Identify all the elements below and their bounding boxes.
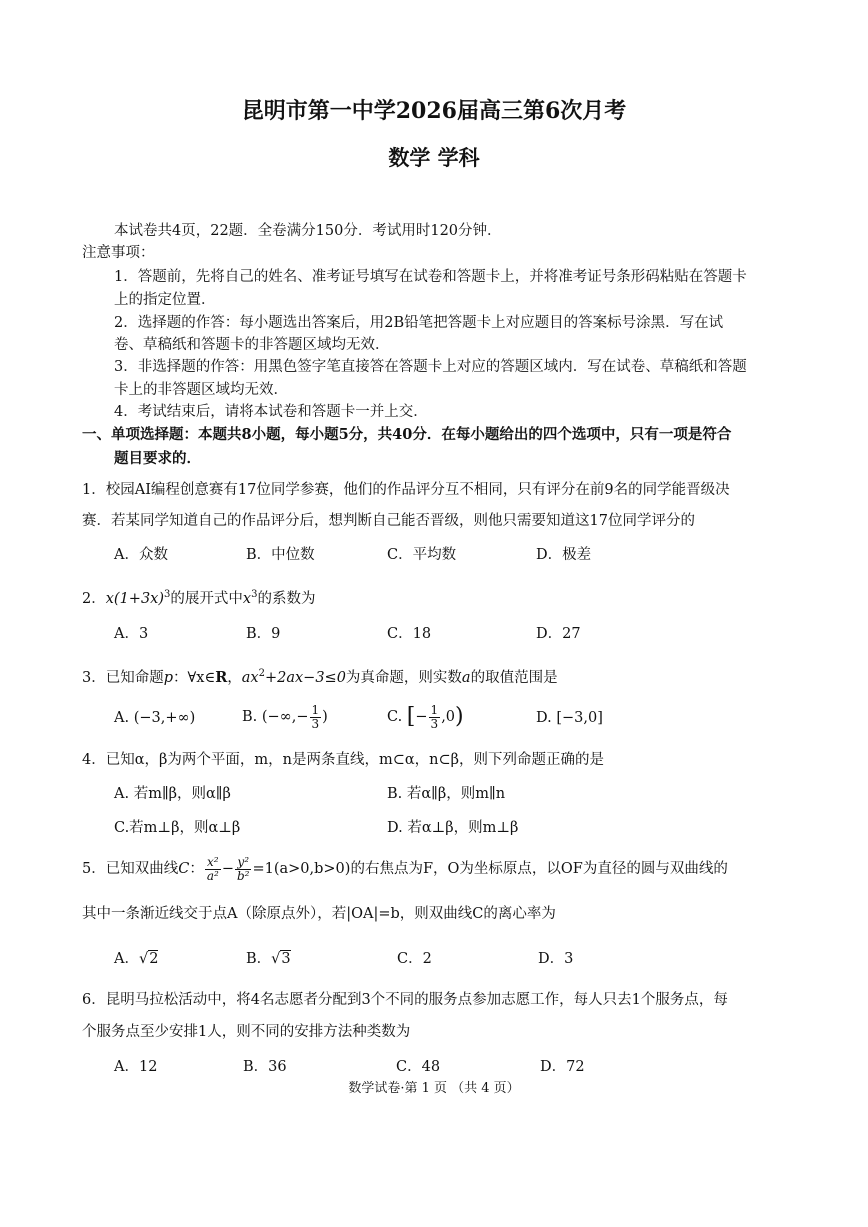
notes-heading: 注意事项：	[82, 245, 155, 261]
q2-expression: x(1+3x)	[105, 590, 165, 607]
q3-number: 3．已知命题	[82, 669, 164, 686]
q3-option-c-left-bracket: [	[406, 704, 416, 729]
q5-option-b-label: B．	[246, 951, 272, 967]
q5-option-d: D．3	[538, 951, 574, 967]
q3-option-c-right-paren: )	[455, 704, 464, 729]
q1-option-d: D．极差	[536, 547, 592, 563]
note-3-line-1: 3．非选择题的作答：用黑色签字笔直接答在答题卡上对应的答题区域内．写在试卷、草稿纸和答题	[114, 359, 747, 375]
q2-mid-text: 的展开式中	[170, 590, 243, 607]
q2-tail-text: 的系数为	[257, 590, 316, 607]
q3-tail-2: 的取值范围是	[470, 669, 558, 686]
q3-square: 2	[258, 668, 265, 679]
q1-stem-line-2: 赛．若某同学知道自己的作品评分后，想判断自己能否晋级，则他只需要知道这17位同学评分的	[82, 513, 695, 529]
exam-title: 昆明市第一中学2026届高三第6次月考	[241, 98, 627, 124]
note-1-line-2: 上的指定位置．	[114, 292, 216, 308]
q5-stem-line-1	[82, 850, 728, 888]
q5-option-b	[246, 949, 291, 969]
exam-summary: 本试卷共4页，22题．全卷满分150分．考试用时120分钟．	[114, 223, 502, 239]
q5-fraction-y-den: b²	[236, 868, 250, 883]
q3-option-c-fraction-den: 3	[430, 716, 439, 731]
q3-option-d	[536, 708, 603, 728]
q5-fraction-x	[205, 856, 221, 883]
q3-option-b-pre: (−∞,−	[261, 709, 309, 725]
q6-option-a: A．12	[114, 1059, 158, 1075]
q3-option-a	[114, 708, 195, 728]
q3-option-b-fraction-num: 1	[311, 702, 320, 717]
q1-stem-line-1: 1．校园AI编程创意赛有17位同学参赛，他们的作品评分互不相同，只有评分在前9名的同学能晋级决	[82, 482, 730, 498]
note-2-line-1: 2．选择题的作答：每小题选出答案后，用2B铅笔把答题卡上对应题目的答案标号涂黑．写在试	[114, 315, 724, 331]
section-heading-line-1: 一、单项选择题：本题共8小题，每小题5分，共40分．在每小题给出的四个选项中，只有一项是符合	[82, 426, 732, 443]
q3-option-c	[387, 700, 464, 734]
q3-option-b-fraction-den: 3	[311, 716, 320, 731]
q4-option-b: B. 若α∥β，则m∥n	[387, 786, 506, 802]
q2-option-c: C．18	[387, 626, 432, 642]
q2-stem	[82, 585, 315, 609]
q5-option-c: C．2	[397, 951, 432, 967]
q5-colon: ：	[189, 861, 204, 877]
q1-option-c: C．平均数	[387, 547, 457, 563]
q3-stem	[82, 664, 558, 688]
q3-option-b-fraction	[310, 704, 322, 731]
q5-fraction-y-num: y²	[235, 856, 252, 870]
q5-fraction-x-num: x²	[205, 856, 221, 870]
q3-option-b-label: B.	[242, 709, 258, 725]
q3-inequality-b: +2ax−3≤0	[264, 669, 346, 686]
q2-variable: x	[242, 590, 252, 607]
q3-tail-1: 为真命题，则实数	[345, 669, 462, 686]
q5-option-a-radicand: 2	[149, 951, 159, 967]
q3-inequality-a: ax	[241, 669, 259, 686]
q3-option-b	[242, 700, 328, 734]
q3-option-c-label: C.	[387, 709, 403, 725]
q5-fraction-x-den: a²	[206, 868, 219, 883]
exam-subject: 数学 学科	[388, 145, 480, 170]
q4-option-c: C.若m⊥β，则α⊥β	[114, 820, 241, 836]
q6-stem-line-1: 6．昆明马拉松活动中，将4名志愿者分配到3个不同的服务点参加志愿工作，每人只去1个服务点，每	[82, 992, 728, 1008]
sqrt-icon: √	[138, 951, 149, 967]
q3-param-a: a	[461, 669, 471, 686]
q3-option-b-post: )	[322, 709, 328, 725]
q5-stem-line-2: 其中一条渐近线交于点A（除原点外），若|OA|=b，则双曲线C的离心率为	[82, 906, 556, 922]
q1-option-a: A．众数	[114, 547, 168, 563]
note-4: 4．考试结束后，请将本试卷和答题卡一并上交．	[114, 404, 428, 420]
section-heading-line-2: 题目要求的．	[114, 450, 201, 467]
q6-option-c: C．48	[396, 1059, 441, 1075]
q2-variable-exponent: 3	[251, 589, 258, 600]
q3-option-d-value: [−3,0]	[556, 710, 603, 726]
q2-number: 2．	[82, 590, 106, 607]
q3-option-c-pre: −	[415, 709, 428, 725]
page-footer: 数学试卷·第 1 页 （共 4 页）	[348, 1081, 520, 1096]
q5-option-a	[114, 949, 158, 969]
q4-option-a: A. 若m∥β，则α∥β	[114, 786, 231, 802]
q2-option-d: D．27	[536, 626, 581, 642]
q3-option-d-label: D.	[536, 710, 552, 726]
note-2-line-2: 卷、草稿纸和答题卡的非答题区域均无效．	[114, 337, 390, 353]
q4-option-d: D. 若α⊥β，则m⊥β	[387, 820, 519, 836]
q3-real-set: R	[215, 668, 228, 686]
q5-fraction-y	[235, 856, 252, 883]
q5-option-b-radicand: 3	[281, 951, 291, 967]
q5-option-a-label: A．	[114, 951, 139, 967]
q1-option-b: B．中位数	[246, 547, 315, 563]
q2-option-a: A．3	[114, 626, 149, 642]
q3-comma: ，	[227, 669, 242, 686]
q5-prefix: 5．已知双曲线	[82, 861, 179, 877]
q3-option-c-fraction	[429, 704, 441, 731]
sqrt-icon: √	[271, 951, 281, 967]
note-3-line-2: 卡上的非答题区域均无效．	[114, 382, 288, 398]
q2-exponent: 3	[164, 589, 171, 600]
q6-option-d: D．72	[540, 1059, 585, 1075]
q3-forall: ：∀x∈	[173, 669, 216, 686]
q3-proposition-p: p	[163, 669, 174, 686]
q6-stem-line-2: 个服务点至少安排1人，则不同的安排方法种类数为	[82, 1024, 411, 1040]
q5-curve-c: C	[178, 861, 190, 877]
q3-option-a-value: (−3,+∞)	[133, 710, 196, 726]
note-1-line-1: 1．答题前，先将自己的姓名、准考证号填写在试卷和答题卡上，并将准考证号条形码粘贴在答题卡	[114, 269, 747, 285]
q6-option-b: B．36	[243, 1059, 287, 1075]
q3-option-c-post: ,0	[441, 709, 456, 725]
q5-equation: =1(a>0,b>0)	[252, 861, 351, 877]
q3-option-a-label: A.	[114, 710, 130, 726]
q4-stem: 4．已知α，β为两个平面，m，n是两条直线，m⊂α，n⊂β，则下列命题正确的是	[82, 752, 605, 768]
q5-minus: −	[221, 861, 234, 877]
q2-option-b: B．9	[246, 626, 281, 642]
q5-tail: 的右焦点为F，O为坐标原点，以OF为直径的圆与双曲线的	[350, 861, 728, 877]
q3-option-c-fraction-num: 1	[430, 702, 439, 717]
